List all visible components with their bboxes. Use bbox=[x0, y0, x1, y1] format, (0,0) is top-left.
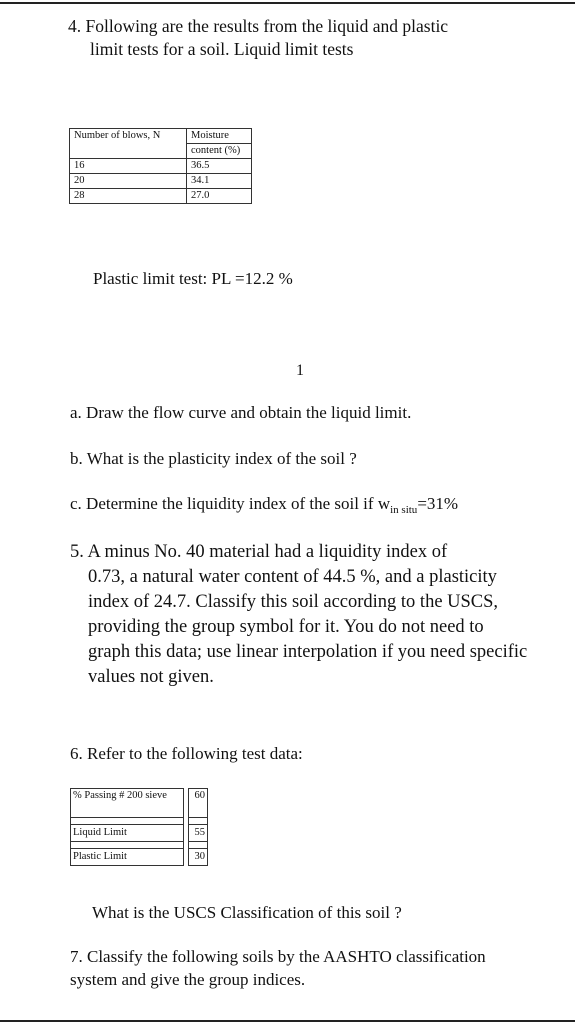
table-row bbox=[71, 849, 208, 866]
header-moisture-unit: content (%) bbox=[187, 144, 252, 159]
header-blows: Number of blows, N bbox=[70, 129, 187, 144]
question-5-first-line: 5. A minus No. 40 material had a liquidity index of bbox=[70, 542, 448, 562]
page-number: 1 bbox=[296, 362, 304, 379]
question-6-prompt: What is the USCS Classification of this soil ? bbox=[92, 903, 402, 922]
label-plastic-limit: Plastic Limit bbox=[71, 849, 184, 866]
cell-moisture: 27.0 bbox=[187, 189, 252, 204]
value-passing-200: 60 bbox=[189, 789, 208, 818]
label-passing-200: % Passing # 200 sieve bbox=[71, 789, 184, 818]
table-row bbox=[70, 159, 252, 174]
cell-blows: 16 bbox=[70, 159, 187, 174]
question-4c-prefix: c. Determine the liquidity index of the soil if w bbox=[70, 494, 391, 513]
question-4b: b. What is the plasticity index of the soil ? bbox=[70, 449, 357, 468]
cell-blows: 28 bbox=[70, 189, 187, 204]
value-liquid-limit: 55 bbox=[189, 825, 208, 842]
cell-moisture: 34.1 bbox=[187, 174, 252, 189]
question-4a: a. Draw the flow curve and obtain the liquid limit. bbox=[70, 403, 412, 422]
label-liquid-limit: Liquid Limit bbox=[71, 825, 184, 842]
question-6: 6. Refer to the following test data: bbox=[70, 744, 303, 763]
question-4c bbox=[70, 493, 458, 515]
question-5 bbox=[70, 540, 530, 690]
bottom-border bbox=[0, 1020, 575, 1022]
table-row bbox=[71, 789, 208, 818]
table-row bbox=[71, 825, 208, 842]
cell-moisture: 36.5 bbox=[187, 159, 252, 174]
plastic-limit-text: Plastic limit test: PL =12.2 % bbox=[93, 269, 293, 288]
question-4c-subscript: in situ bbox=[390, 504, 418, 516]
header-moisture: Moisture bbox=[187, 129, 252, 144]
question-4-line1: 4. Following are the results from the liquid and plastic bbox=[68, 16, 449, 36]
value-plastic-limit: 30 bbox=[189, 849, 208, 866]
question-4-line2: limit tests for a soil. Liquid limit tests bbox=[90, 39, 354, 59]
cell-blows: 20 bbox=[70, 174, 187, 189]
header-blank bbox=[70, 144, 187, 159]
question-5-body: 0.73, a natural water content of 44.5 %, and a plasticity index of 24.7. Classify this soil according to the USCS, providing the group symbol for it. You do not need to graph this data; use linear interpolation if you need specific values not given. bbox=[88, 567, 528, 687]
top-border bbox=[0, 2, 575, 4]
liquid-limit-table bbox=[69, 128, 252, 204]
question-4c-suffix: =31% bbox=[417, 494, 459, 513]
table-row bbox=[70, 174, 252, 189]
test-data-table bbox=[70, 788, 208, 866]
table-row bbox=[70, 189, 252, 204]
question-4 bbox=[68, 15, 530, 61]
question-7: 7. Classify the following soils by the AASHTO classification system and give the group indices. bbox=[70, 947, 486, 989]
